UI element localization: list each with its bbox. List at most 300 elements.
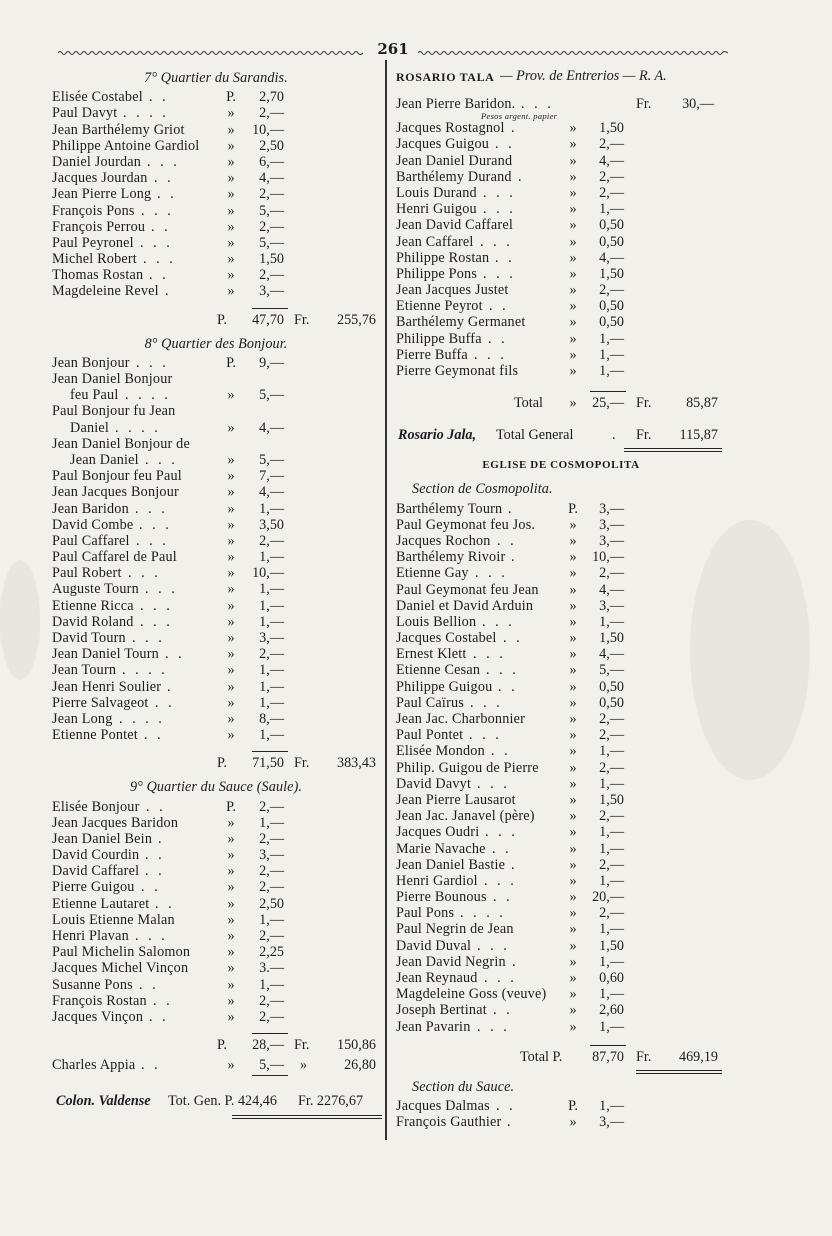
donor-row — [396, 565, 726, 581]
donor-row — [396, 695, 726, 711]
ditto-mark: » — [569, 282, 577, 299]
leader-dots: . . — [157, 186, 177, 203]
ditto-mark: » — [569, 233, 577, 250]
ditto-mark: » — [227, 105, 235, 122]
leader-dots: . . . . — [123, 105, 169, 122]
leader-dots: . . . — [135, 928, 168, 945]
leader-dots: . . . — [482, 613, 515, 630]
donor-row — [52, 170, 380, 186]
donor-row — [396, 1019, 726, 1035]
section-title-q8: 8° Quartier des Bonjour. — [144, 335, 288, 352]
donor-name: Jean Pierre Baridon. — [396, 96, 516, 112]
donor-amount: 1,— — [599, 872, 624, 889]
double-rule — [624, 448, 722, 449]
rosario-title: ROSARIO TALA — [396, 70, 495, 84]
donor-amount: 10,— — [592, 549, 624, 566]
leader-dots: . . . — [141, 202, 174, 219]
donor-row — [396, 363, 726, 379]
donor-amount: 1,— — [259, 678, 284, 695]
donor-name: Philippe Pons — [396, 265, 478, 282]
donor-name: Jean Daniel Bastie — [396, 856, 506, 873]
donor-amount: 2,50 — [259, 137, 284, 154]
donor-name: David Caffarel — [52, 863, 140, 880]
donor-amount: 0,50 — [599, 694, 624, 711]
donor-row — [396, 614, 726, 630]
donor-row — [396, 857, 726, 873]
total-fr-label: Fr. — [294, 311, 310, 328]
ditto-mark: » — [569, 581, 577, 598]
donor-amount: 0,60 — [599, 970, 624, 987]
leader-dots: . . — [151, 218, 171, 235]
donor-row — [52, 105, 380, 121]
donor-row — [52, 565, 380, 581]
page-header — [58, 40, 728, 62]
donor-name: Jacques Rochon — [396, 532, 491, 549]
header-ornament-right — [418, 50, 728, 56]
donor-amount: 4,— — [259, 419, 284, 436]
ditto-mark: » — [227, 944, 235, 961]
ditto-mark: » — [227, 234, 235, 251]
ditto-mark: » — [227, 218, 235, 235]
donor-amount: 5,— — [259, 234, 284, 251]
donor-amount: 3,— — [259, 283, 284, 300]
grand-total-label: Colon. Valdense — [56, 1093, 151, 1110]
donor-amount: 1,50 — [599, 791, 624, 808]
donor-amount: 2,— — [259, 218, 284, 235]
ditto-mark: » — [569, 120, 577, 137]
donor-row — [52, 679, 380, 695]
ditto-mark: » — [227, 992, 235, 1009]
donor-row — [396, 582, 726, 598]
leader-dots: . — [511, 856, 518, 873]
donor-row — [396, 970, 726, 986]
donor-name: David Davyt — [396, 775, 472, 792]
donor-row — [52, 727, 380, 743]
donor-amount: 2,— — [259, 646, 284, 663]
donor-row — [52, 847, 380, 863]
donor-amount: 1,— — [259, 549, 284, 566]
donor-row — [396, 841, 726, 857]
leader-dots: . . . . — [460, 905, 506, 922]
donor-row — [52, 598, 380, 614]
donor-row — [52, 283, 380, 299]
donor-row — [396, 136, 726, 152]
donor-row — [52, 960, 380, 976]
donor-row — [396, 331, 726, 347]
donor-name: Susanne Pons — [52, 976, 133, 993]
donor-amount: 1,— — [599, 346, 624, 363]
donor-row — [52, 138, 380, 154]
donor-name: Elisée Mondon — [396, 743, 485, 760]
donor-row — [396, 873, 726, 889]
donor-row — [52, 831, 380, 847]
leader-dots: . . — [497, 532, 517, 549]
leader-dots: . . . — [145, 581, 178, 598]
donor-amount: 2,— — [599, 168, 624, 185]
donor-name: Jacques Dalmas — [396, 1097, 490, 1114]
donor-name: Barthélemy Durand — [396, 168, 512, 185]
donor-amount: 1,— — [599, 1097, 624, 1114]
leader-dots: . . . — [147, 153, 180, 170]
donor-amount: 5,— — [259, 1057, 284, 1074]
double-rule — [624, 451, 722, 452]
donor-row — [396, 630, 726, 646]
donor-amount: 1,— — [599, 363, 624, 379]
leader-dots: . . — [495, 249, 515, 266]
donor-amount: 1,— — [259, 581, 284, 598]
donor-row — [52, 122, 380, 138]
donor-name: Jean Daniel Bonjour de — [52, 435, 190, 452]
donor-name: Henri Plavan — [52, 928, 129, 945]
donor-name: Daniel Jourdan — [52, 153, 142, 170]
ditto-mark: » — [569, 217, 577, 234]
donor-name: Barthélemy Germanet — [396, 314, 526, 331]
donor-name: Paul Negrin de Jean — [396, 921, 514, 938]
donor-name: Jean David Negrin — [396, 953, 506, 970]
ditto-mark: » — [227, 121, 235, 138]
ditto-mark: » — [227, 814, 235, 831]
ditto-mark: » — [227, 895, 235, 912]
ditto-mark: » — [227, 283, 235, 300]
donor-amount: 10,— — [252, 121, 284, 138]
leader-dots: . . . — [483, 201, 516, 218]
section-title-q7: 7° Quartier du Sarandis. — [144, 70, 288, 86]
donor-row — [396, 234, 726, 250]
total-p-label: P. — [217, 755, 227, 772]
donor-row — [396, 201, 726, 217]
ditto-mark: » — [569, 265, 577, 282]
donor-row — [396, 711, 726, 727]
donor-amount: 3,— — [599, 1114, 624, 1131]
donor-name: Paul Caïrus — [396, 694, 465, 711]
donor-row — [396, 954, 726, 970]
donor-row — [52, 581, 380, 597]
total-fr-label: Fr. — [636, 395, 652, 412]
donor-amount: 1,— — [259, 911, 284, 928]
ditto-mark: » — [227, 976, 235, 993]
donor-row — [396, 986, 726, 1002]
donor-row — [396, 889, 726, 905]
donor-row — [396, 533, 726, 549]
donor-name: Marie Navache — [396, 840, 486, 857]
donor-name: Henri Gardiol — [396, 872, 478, 889]
donor-name: Jean Pierre Lausarot — [396, 791, 516, 808]
donor-amount: 2,25 — [259, 944, 284, 961]
ditto-mark: » — [569, 694, 577, 711]
donor-amount: 7,— — [259, 468, 284, 485]
leader-dots: . . . — [128, 565, 161, 582]
ditto-mark: » — [569, 824, 577, 841]
ditto-mark: » — [569, 152, 577, 169]
leader-dots: . . . — [143, 251, 176, 268]
donor-amount: 2,— — [259, 186, 284, 203]
ditto-mark: » — [569, 168, 577, 185]
donor-amount: 1,— — [259, 662, 284, 679]
donor-name: Jean Pierre Long — [52, 186, 152, 203]
donor-row — [52, 517, 380, 533]
leader-dots: . . — [503, 630, 523, 647]
fr-label: Fr. — [636, 427, 652, 444]
total-p-value: 25,— — [592, 395, 624, 412]
ditto-mark: » — [227, 694, 235, 711]
donor-amount: 2,— — [599, 759, 624, 776]
donor-name: François Perrou — [52, 218, 146, 235]
leader-dots: . — [158, 830, 165, 847]
donor-name: Paul Michelin Salomon — [52, 944, 191, 961]
leader-dots: . . . — [469, 727, 502, 744]
donor-row — [396, 217, 726, 233]
ditto-mark: P. — [226, 89, 236, 106]
donor-name: Pierre Bounous — [396, 889, 487, 906]
donor-row — [52, 403, 380, 419]
donor-name: Barthélemy Tourn — [396, 500, 503, 517]
donor-name: Paul Pontet — [396, 727, 464, 744]
fr-label: Fr. — [636, 96, 652, 112]
total-fr-value: 85,87 — [686, 395, 718, 412]
leader-dots: . — [612, 427, 616, 444]
left-column — [52, 68, 380, 1117]
total-fr-value: 255,76 — [336, 311, 376, 328]
donor-name: Jacques Oudri — [396, 824, 480, 841]
church-title: EGLISE DE COSMOPOLITA — [482, 459, 640, 472]
ditto-mark: » — [227, 613, 235, 630]
q7-list — [52, 89, 380, 299]
ditto-mark: » — [569, 872, 577, 889]
donor-name: Jacques Costabel — [396, 630, 497, 647]
leader-dots: . . — [149, 89, 169, 106]
donor-name: Paul Robert — [52, 565, 122, 582]
leader-dots: . . . — [145, 451, 178, 468]
donor-row — [52, 484, 380, 500]
donor-name: Etienne Pontet — [52, 727, 138, 744]
donor-row — [396, 266, 726, 282]
rule — [590, 391, 626, 392]
ditto-mark: P. — [226, 798, 236, 815]
donor-row — [396, 314, 726, 330]
donor-amount: 1,— — [599, 201, 624, 218]
leader-dots: . . . — [477, 775, 510, 792]
donor-name: Jacques Guigou — [396, 136, 490, 153]
donor-row — [52, 815, 380, 831]
ditto-mark: » — [227, 911, 235, 928]
q9-total — [52, 1037, 380, 1055]
ditto-mark: » — [569, 791, 577, 808]
donor-amount: 2,— — [599, 184, 624, 201]
leader-dots: . . . — [135, 500, 168, 517]
donor-amount: 1,— — [259, 500, 284, 517]
donor-amount: 1,— — [259, 727, 284, 744]
leader-dots: . . . . — [115, 419, 161, 436]
donor-name: Louis Bellion — [396, 613, 477, 630]
donor-name: Jean Daniel Durand — [396, 152, 513, 169]
right-column — [396, 68, 726, 1130]
leader-dots: . . — [141, 1057, 161, 1074]
leader-dots: . . — [498, 678, 518, 695]
general-total-label: Rosario Jala, — [398, 427, 477, 444]
leader-dots: . . . — [521, 96, 554, 112]
leader-dots: . . — [496, 1097, 516, 1114]
donor-amount: 2,— — [259, 267, 284, 284]
rosario-general-total — [396, 427, 726, 445]
donor-row — [396, 921, 726, 937]
leader-dots: . . . — [485, 824, 518, 841]
donor-row — [52, 799, 380, 815]
ditto-mark: » — [227, 662, 235, 679]
donor-name: Paul Caffarel de Paul — [52, 549, 177, 566]
donor-amount: 1,50 — [259, 251, 284, 268]
donor-name: Jacques Michel Vinçon — [52, 960, 189, 977]
ditto-mark: » — [569, 565, 577, 582]
donor-row — [52, 912, 380, 928]
donor-name: Etienne Cesan — [396, 662, 481, 679]
donor-name: Michel Robert — [52, 251, 137, 268]
leader-dots: . . — [489, 298, 509, 315]
donor-row — [396, 1114, 726, 1130]
ditto-mark: » — [569, 646, 577, 663]
leader-dots: . . . — [477, 1018, 510, 1035]
donor-row — [52, 863, 380, 879]
leader-dots: . . — [154, 170, 174, 187]
donor-amount: 3,— — [599, 532, 624, 549]
donor-name: Jean Jacques Justet — [396, 282, 509, 299]
donor-name: Daniel et David Arduin — [396, 597, 534, 614]
donor-row — [52, 452, 380, 468]
donor-name: Jean Pavarin — [396, 1018, 471, 1035]
total-fr-value: 469,19 — [678, 1048, 718, 1065]
donor-name: Paul Bonjour feu Paul — [52, 468, 182, 485]
donor-name: Jean Jac. Charbonnier — [396, 711, 526, 728]
ditto-mark: » — [227, 153, 235, 170]
donor-amount: 3,— — [259, 630, 284, 647]
donor-name: Jean Barthélemy Griot — [52, 121, 185, 138]
donor-name: David Tourn — [52, 630, 126, 647]
donor-amount: 4,— — [259, 484, 284, 501]
donor-amount: 1,— — [599, 986, 624, 1003]
ditto-mark: » — [227, 1057, 235, 1074]
ditto-mark: » — [227, 516, 235, 533]
ditto-mark: » — [227, 186, 235, 203]
section-title-q9: 9° Quartier du Sauce (Saule). — [129, 779, 303, 796]
ditto-mark: » — [227, 565, 235, 582]
q9-list — [52, 799, 380, 1026]
ditto-mark: » — [569, 346, 577, 363]
rule — [252, 1033, 288, 1034]
donor-row — [396, 905, 726, 921]
ditto-mark: » — [569, 921, 577, 938]
donor-row — [396, 347, 726, 363]
ditto-mark: » — [227, 847, 235, 864]
donor-amount: 2,— — [259, 928, 284, 945]
leader-dots: . . . — [477, 937, 510, 954]
currency-note: Pesos argent. papier — [481, 111, 558, 122]
donor-amount: 0,50 — [599, 298, 624, 315]
donor-name: Jean Baridon — [52, 500, 129, 517]
donor-row — [52, 1009, 380, 1025]
donor-row — [396, 679, 726, 695]
grand-total-p: Tot. Gen. P. 424,46 — [168, 1093, 277, 1110]
leader-dots: . . — [491, 743, 511, 760]
donor-row — [396, 662, 726, 678]
ditto-mark: » — [227, 1008, 235, 1025]
donor-name: Jean Long — [52, 710, 113, 727]
leader-dots: . . — [155, 694, 175, 711]
ditto-mark: » — [227, 137, 235, 154]
donor-name: Paul Davyt — [52, 105, 118, 122]
donor-name: Paul Geymonat feu Jos. — [396, 516, 536, 533]
donor-row — [52, 630, 380, 646]
donor-name: Paul Peyronel — [52, 234, 134, 251]
total-label: Total P. — [520, 1048, 563, 1065]
donor-row — [52, 993, 380, 1009]
leader-dots: . . — [146, 798, 166, 815]
donor-amount: 1,— — [599, 775, 624, 792]
q8-total — [52, 755, 380, 773]
ditto-mark: » — [569, 314, 577, 331]
column-divider — [385, 60, 387, 1140]
total-p-label: P. — [217, 1037, 227, 1054]
leader-dots: . . — [141, 879, 161, 896]
donor-name: Jean Daniel Bonjour — [52, 371, 173, 388]
donor-amount: 1,— — [599, 840, 624, 857]
donor-amount: 0,50 — [599, 678, 624, 695]
donor-row — [396, 760, 726, 776]
ditto-mark: » — [569, 905, 577, 922]
donor-row — [52, 646, 380, 662]
donor-name: Joseph Bertinat — [396, 1002, 487, 1019]
double-rule — [232, 1118, 382, 1119]
donor-name: Etienne Lautaret — [52, 895, 150, 912]
ditto-mark: » — [227, 597, 235, 614]
donor-row — [52, 468, 380, 484]
donor-amount: 3,— — [259, 847, 284, 864]
donor-name: Elisée Costabel — [52, 89, 143, 106]
ditto-mark: » — [569, 856, 577, 873]
leader-dots: . . . — [136, 532, 169, 549]
donor-name: David Courdin — [52, 847, 140, 864]
donor-amount: 8,— — [259, 710, 284, 727]
donor-row — [396, 250, 726, 266]
grand-total-row — [52, 1093, 380, 1111]
donor-amount: 1,— — [599, 613, 624, 630]
donor-name: Paul Caffarel — [52, 532, 130, 549]
leader-dots: . . — [493, 1002, 513, 1019]
donor-amount: 2,— — [259, 798, 284, 815]
total-p-value: 87,70 — [592, 1048, 624, 1065]
donor-amount: 1,— — [599, 1018, 624, 1035]
donor-row — [396, 298, 726, 314]
leader-dots: . . — [149, 267, 169, 284]
q8-list — [52, 355, 380, 744]
donor-amount: 4,— — [599, 249, 624, 266]
double-rule — [636, 1070, 722, 1071]
leader-dots: . . — [495, 136, 515, 153]
ditto-mark: » — [569, 727, 577, 744]
ditto-mark: » — [227, 710, 235, 727]
donor-amount: 1,50 — [599, 265, 624, 282]
ditto-mark: » — [227, 267, 235, 284]
leader-dots: . . . — [486, 662, 519, 679]
ditto-mark: » — [569, 1002, 577, 1019]
donor-row — [52, 614, 380, 630]
ditto-mark: » — [569, 532, 577, 549]
ditto-mark: P. — [226, 354, 236, 371]
donor-row — [396, 517, 726, 533]
leader-dots: . . . — [140, 597, 173, 614]
donor-name: Thomas Rostan — [52, 267, 144, 284]
donor-row — [396, 153, 726, 169]
leader-dots: . — [507, 1114, 514, 1131]
ditto-mark: » — [227, 251, 235, 268]
